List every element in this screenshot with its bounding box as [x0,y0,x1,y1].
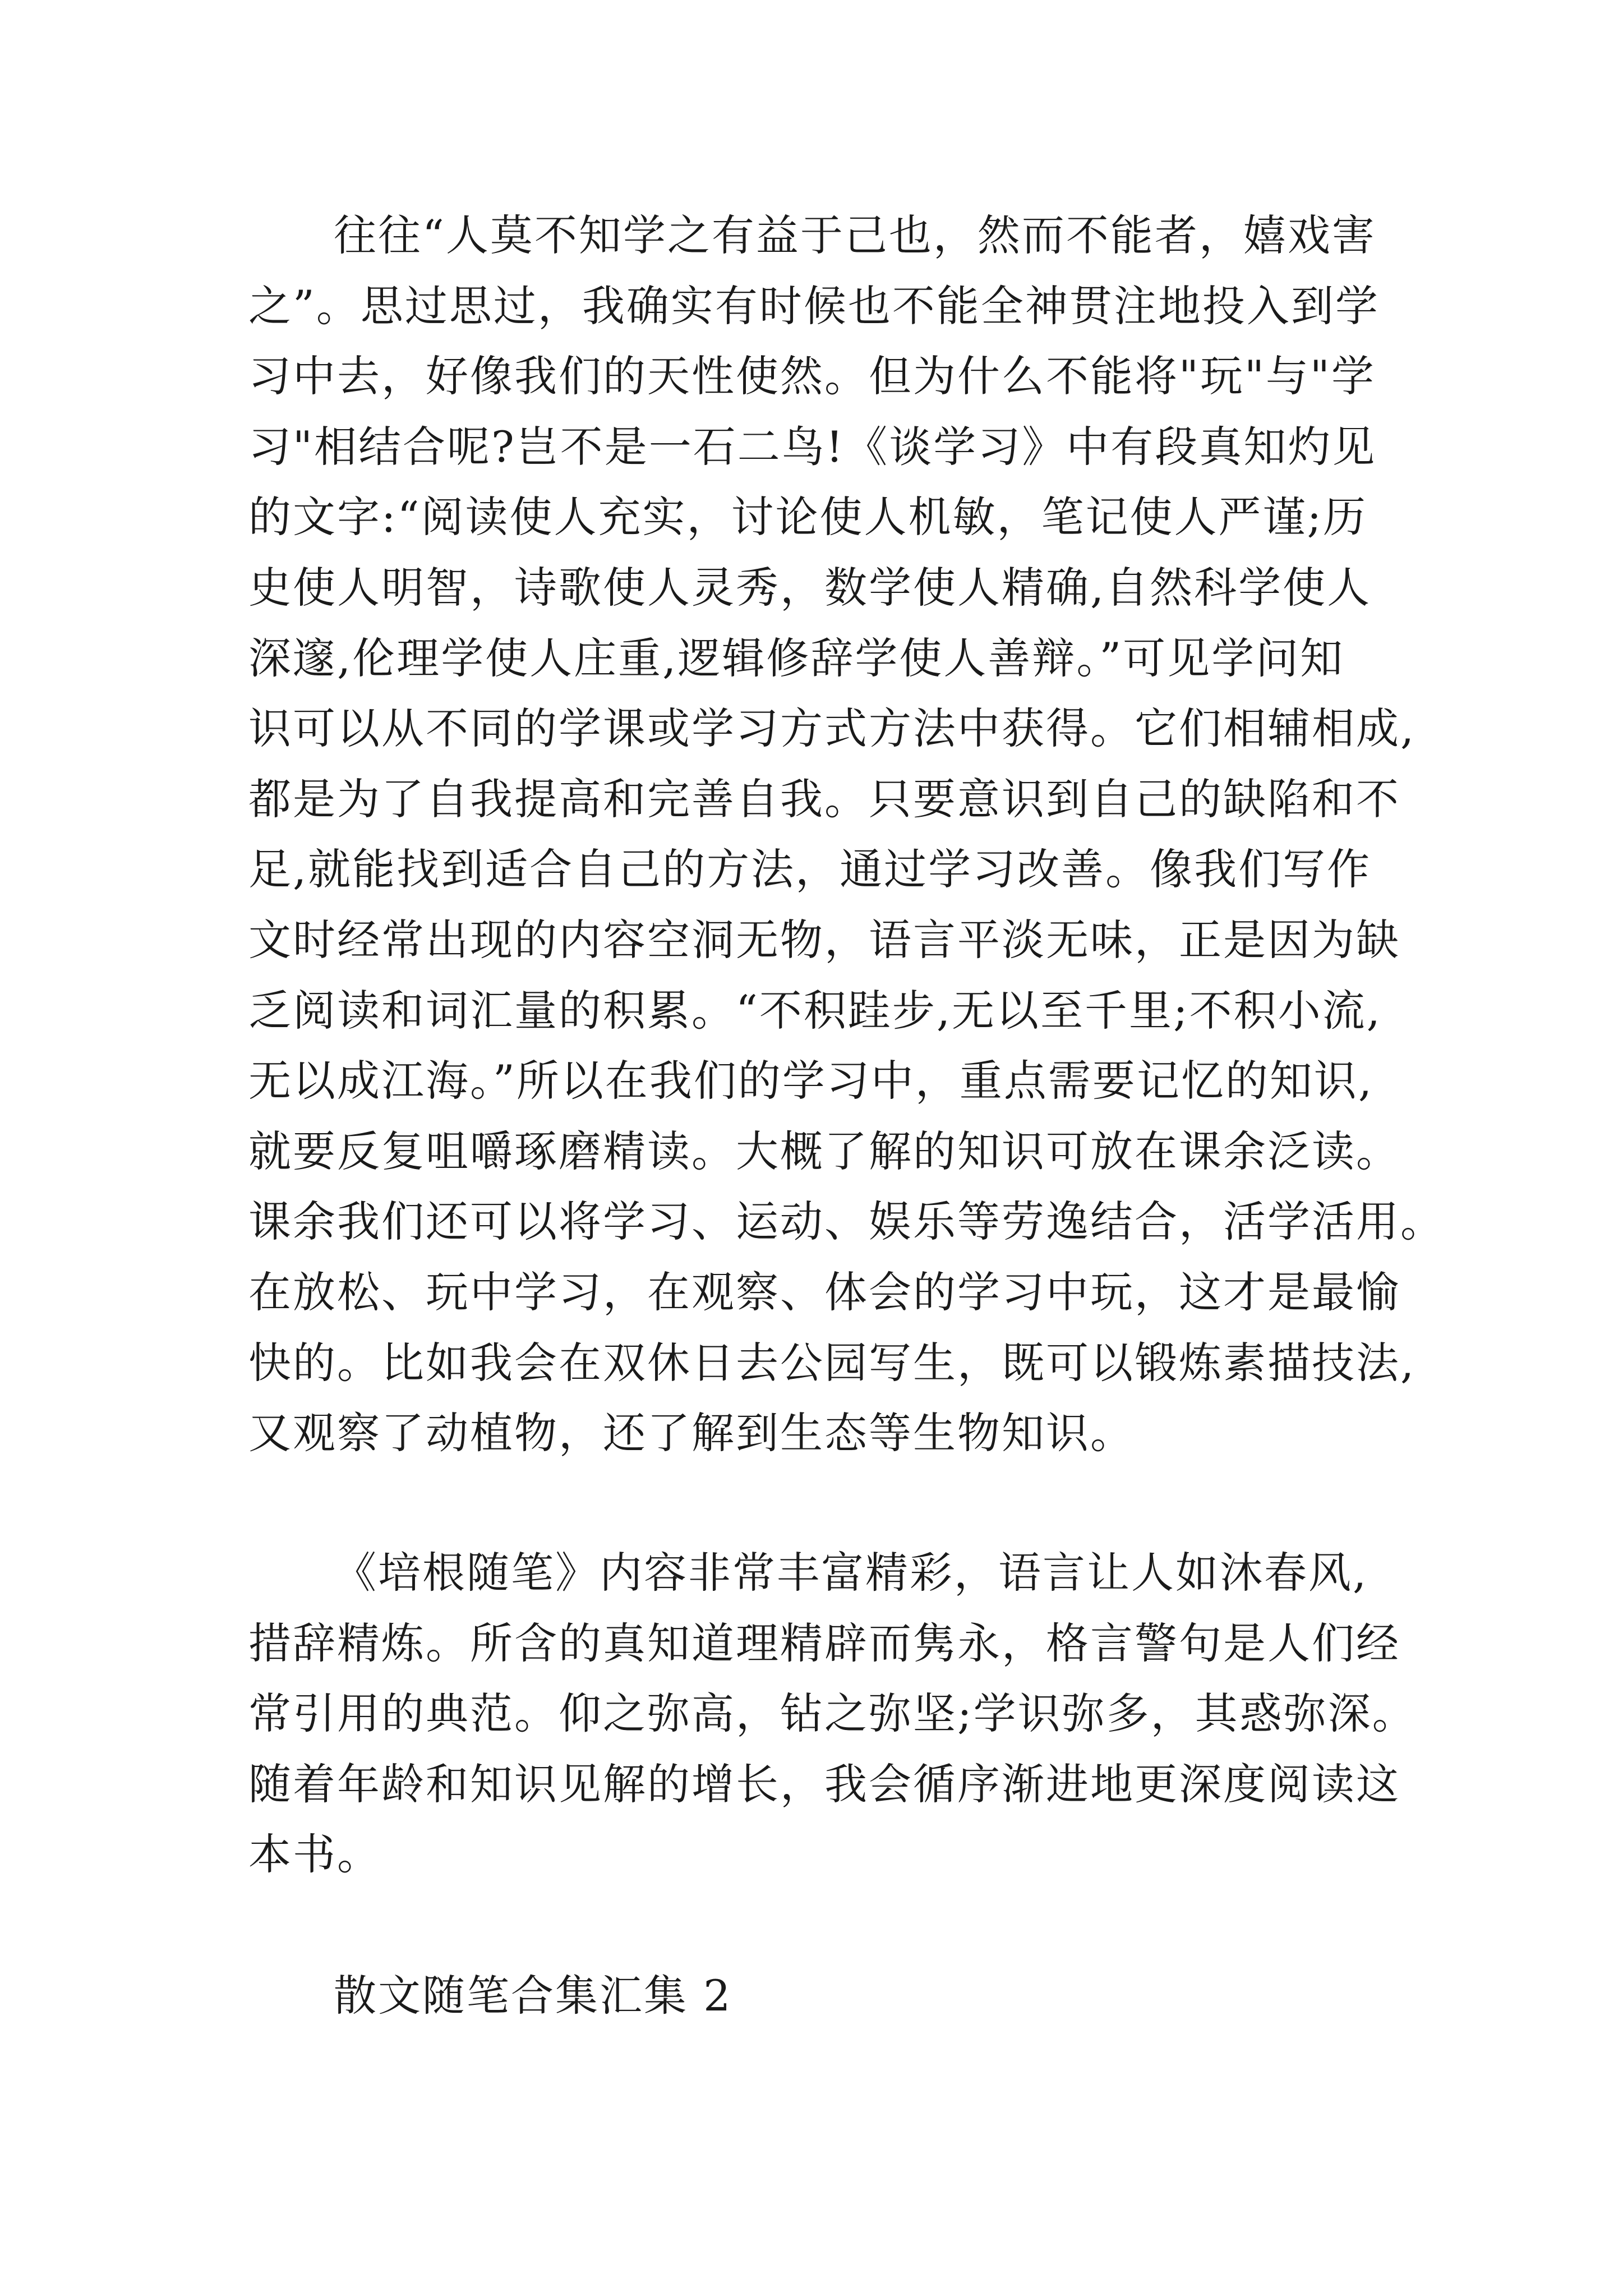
paragraph-line: 就要反复咀嚼琢磨精读。大概了解的知识可放在课余泛读。 [248,1126,1400,1176]
paragraph-line: 随着年龄和知识见解的增长，我会循序渐进地更深度阅读这 [248,1759,1400,1809]
paragraph-line: 习中去，好像我们的天性使然。但为什么不能将"玩"与"学 [248,351,1376,402]
paragraph-line: 《培根随笔》内容非常丰富精彩，语言让人如沐春风, [334,1548,1368,1598]
section-heading: 散文随笔合集汇集 2 [334,1971,732,2021]
paragraph-line: 足,就能找到适合自己的方法，通过学习改善。像我们写作 [248,844,1372,895]
paragraph-line: 深邃,伦理学使人庄重,逻辑修辞学使人善辩。”可见学问知 [248,633,1345,683]
paragraph-line: 的文字:“阅读使人充实，讨论使人机敏，笔记使人严谨;历 [248,492,1368,542]
body-paragraph-1 [248,200,1445,1469]
paragraph-line: 在放松、玩中学习，在观察、体会的学习中玩，这才是最愉 [248,1267,1400,1317]
paragraph-line: 无以成江海。”所以在我们的学习中，重点需要记忆的知识, [248,1056,1374,1106]
paragraph-line: 措辞精炼。所含的真知道理精辟而隽永，格言警句是人们经 [248,1618,1400,1668]
paragraph-line: 快的。比如我会在双休日去公园写生，既可以锻炼素描技法, [248,1337,1416,1388]
paragraph-line: 又观察了动植物，还了解到生态等生物知识。 [248,1408,1135,1458]
body-paragraph-2 [248,1538,1417,1890]
paragraph-line: 史使人明智，诗歌使人灵秀，数学使人精确,自然科学使人 [248,562,1372,613]
paragraph-line: 乏阅读和词汇量的积累。“不积跬步,无以至千里;不积小流, [248,985,1382,1036]
paragraph-line: 常引用的典范。仰之弥高，钻之弥坚;学识弥多，其惑弥深。 [248,1688,1417,1739]
paragraph-line: 习"相结合呢?岂不是一石二鸟!《谈学习》中有段真知灼见 [248,421,1377,472]
paragraph-line: 识可以从不同的学课或学习方式方法中获得。它们相辅相成, [248,703,1416,754]
paragraph-line: 都是为了自我提高和完善自我。只要意识到自己的缺陷和不 [248,774,1400,824]
paragraph-line: 文时经常出现的内容空洞无物，语言平淡无味，正是因为缺 [248,914,1400,965]
paragraph-line: 课余我们还可以将学习、运动、娱乐等劳逸结合，活学活用。 [248,1197,1445,1247]
paragraph-line: 本书。 [248,1829,381,1880]
paragraph-line: 往往“人莫不知学之有益于己也，然而不能者，嬉戏害 [334,210,1376,260]
paragraph-line: 之”。思过思过，我确实有时候也不能全神贯注地投入到学 [248,280,1380,331]
